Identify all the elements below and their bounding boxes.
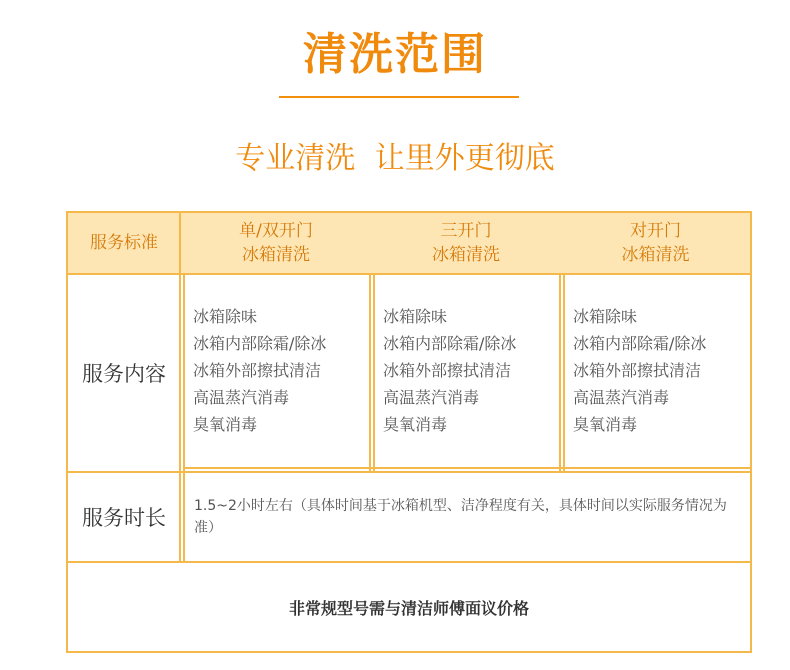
header-col-2-line2: 冰箱清洗 [432,245,500,265]
content-item: 冰箱内部除霜/除冰 [193,334,327,353]
content-item: 冰箱内部除霜/除冰 [573,334,707,353]
content-item: 冰箱除味 [193,307,258,326]
content-col-1 [181,275,371,471]
header-service-standard [68,213,180,273]
row-label-service-content [68,275,180,471]
service-duration-label: 服务时长 [82,506,166,530]
header-col-single-double [181,213,371,273]
table-divider-inner [183,275,185,561]
table-divider [68,561,750,563]
content-item: 冰箱除味 [383,307,448,326]
content-item: 冰箱外部擦拭清洁 [573,361,702,380]
header-col-1-line1: 单/双开门 [239,221,313,241]
content-item: 冰箱除味 [573,307,638,326]
content-item: 冰箱内部除霜/除冰 [383,334,517,353]
content-item: 高温蒸汽消毒 [383,388,480,407]
service-table [66,211,752,653]
content-item: 冰箱外部擦拭清洁 [193,361,322,380]
content-item: 臭氧消毒 [193,415,258,434]
title-divider [279,96,519,98]
page-subtitle: 专业清洗 让里外更彻底 [235,141,555,176]
table-divider [179,213,181,561]
content-item: 高温蒸汽消毒 [573,388,670,407]
service-content-label: 服务内容 [82,362,166,386]
content-item: 高温蒸汽消毒 [193,388,290,407]
table-divider-inner [563,275,565,471]
header-service-standard-label: 服务标准 [90,233,158,253]
header-col-side-by-side [561,213,750,273]
header-col-3-line2: 冰箱清洗 [621,245,690,265]
content-col-3 [561,275,750,471]
table-divider-inner [373,275,375,471]
service-duration-text: 1.5~2小时左右（具体时间基于冰箱机型、洁净程度有关，具体时间以实际服务情况为准） [194,498,727,536]
footer-price-note [68,563,750,651]
content-item: 臭氧消毒 [573,415,638,434]
page-title: 清洗范围 [303,29,487,80]
table-divider-inner [183,467,750,469]
header-col-1-line2: 冰箱清洗 [242,245,310,265]
content-item: 冰箱外部擦拭清洁 [383,361,512,380]
footer-price-note-text: 非常规型号需与清洁师傅面议价格 [288,598,529,618]
table-divider [68,471,750,473]
content-col-2 [371,275,561,471]
table-divider [369,275,371,471]
header-col-2-line1: 三开门 [440,221,492,241]
content-item: 臭氧消毒 [383,415,448,434]
table-divider [68,273,750,275]
header-col-three-door [371,213,561,273]
row-label-service-duration [68,473,180,561]
header-col-3-line1: 对开门 [630,221,681,241]
table-divider [559,275,561,471]
